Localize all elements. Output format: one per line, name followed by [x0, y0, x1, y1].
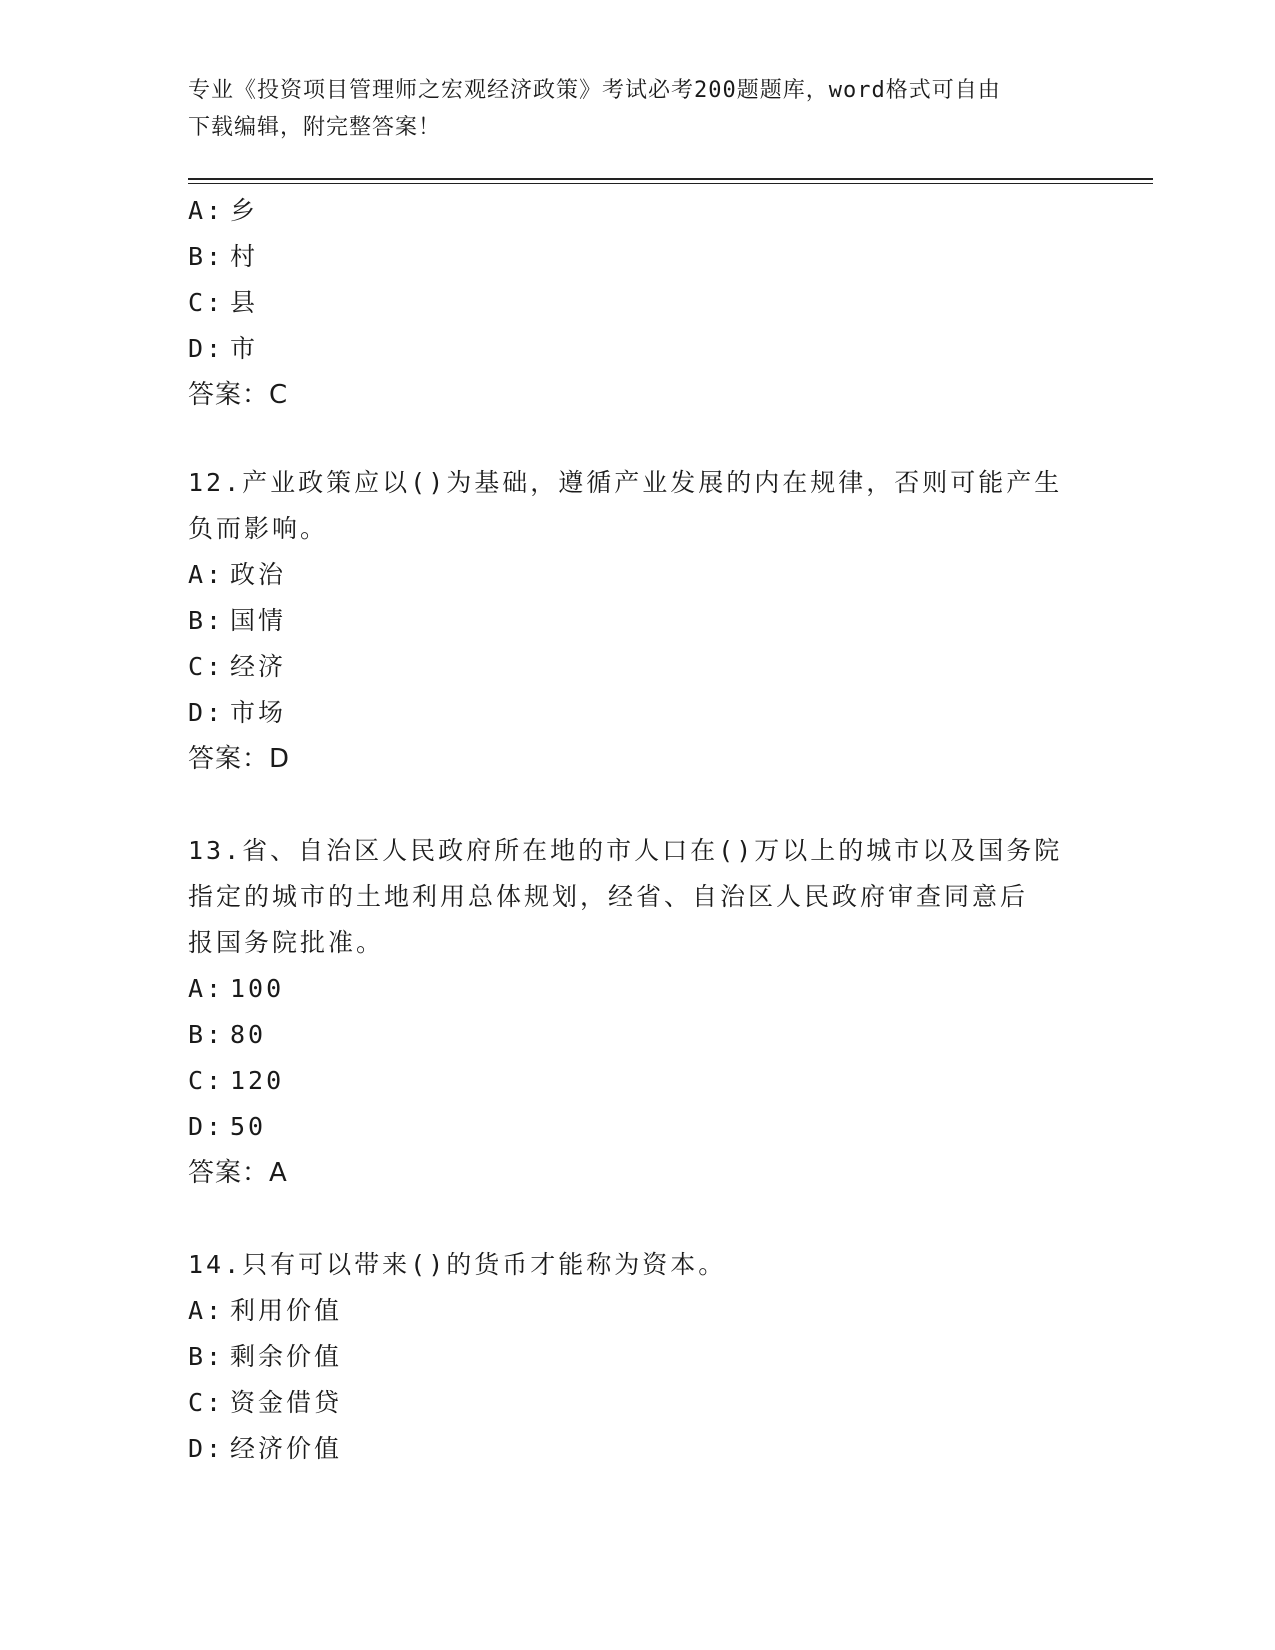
question-text-line: 报国务院批准。 [188, 928, 385, 957]
question-13 [188, 828, 1088, 1196]
option-d: D: 市 [188, 334, 259, 363]
option-b: B: 80 [188, 1020, 267, 1049]
option-c: C: 经济 [188, 652, 287, 681]
option-a: A: 政治 [188, 560, 287, 589]
option-d: D: 经济价值 [188, 1434, 343, 1463]
option-b: B: 国情 [188, 606, 287, 635]
answer: 答案：C [188, 380, 289, 410]
option-d: D: 市场 [188, 698, 287, 727]
question-text-line: 负而影响。 [188, 514, 329, 543]
question-text-line: 12.产业政策应以()为基础，遵循产业发展的内在规律，否则可能产生 [188, 468, 1063, 497]
header-line-1: 专业《投资项目管理师之宏观经济政策》考试必考200题题库，word格式可自由 [188, 78, 1001, 103]
option-c: C: 县 [188, 288, 259, 317]
option-a: A: 乡 [188, 196, 259, 225]
header-line-2: 下载编辑，附完整答案！ [188, 115, 442, 140]
option-c: C: 120 [188, 1066, 285, 1095]
option-b: B: 村 [188, 242, 259, 271]
option-b: B: 剩余价值 [188, 1342, 343, 1371]
question-14 [188, 1242, 1088, 1472]
header-divider-thin [188, 183, 1153, 184]
question-text-line: 13.省、自治区人民政府所在地的市人口在()万以上的城市以及国务院 [188, 836, 1063, 865]
answer: 答案：D [188, 744, 291, 774]
header-divider-thick [188, 178, 1153, 180]
option-d: D: 50 [188, 1112, 267, 1141]
question-text-line: 指定的城市的土地利用总体规划，经省、自治区人民政府审查同意后 [188, 882, 1029, 911]
question-11 [188, 188, 1088, 418]
document-header [188, 72, 1088, 146]
question-text-line: 14.只有可以带来()的货币才能称为资本。 [188, 1250, 727, 1279]
option-c: C: 资金借贷 [188, 1388, 343, 1417]
question-12 [188, 460, 1088, 782]
option-a: A: 利用价值 [188, 1296, 343, 1325]
option-a: A: 100 [188, 974, 285, 1003]
answer: 答案：A [188, 1158, 288, 1188]
